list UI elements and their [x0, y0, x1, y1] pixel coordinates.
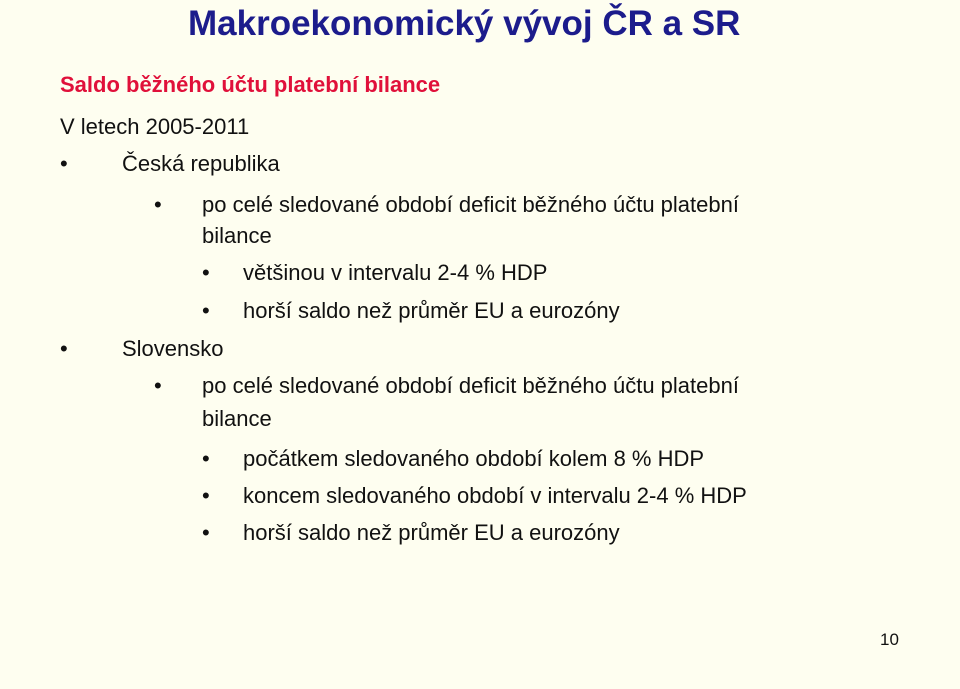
- sk-sub1: počátkem sledovaného období kolem 8 % HDP: [243, 446, 705, 471]
- sk-sub3: horší saldo než průměr EU a eurozóny: [243, 520, 620, 545]
- bullet-level3: •: [202, 483, 210, 508]
- bullet-level3: •: [202, 520, 210, 545]
- bullet-level3: •: [202, 260, 210, 285]
- sk-label: Slovensko: [122, 336, 224, 361]
- slide-subtitle: Saldo běžného účtu platební bilance: [60, 72, 441, 97]
- sk-point1-line2: bilance: [202, 406, 272, 431]
- sk-sub2: koncem sledovaného období v intervalu 2-4 % HDP: [243, 483, 747, 508]
- cz-sub1: většinou v intervalu 2-4 % HDP: [243, 260, 548, 285]
- bullet-level1: •: [60, 336, 68, 361]
- bullet-level3: •: [202, 446, 210, 471]
- cz-point1-line2: bilance: [202, 223, 272, 248]
- period-text: V letech 2005-2011: [60, 114, 250, 139]
- cz-label: Česká republika: [122, 151, 280, 176]
- cz-point1-line1: po celé sledované období deficit běžného účtu platební: [202, 192, 739, 217]
- bullet-level2: •: [154, 373, 162, 398]
- sk-point1-line1: po celé sledované období deficit běžného účtu platební: [202, 373, 739, 398]
- cz-sub2: horší saldo než průměr EU a eurozóny: [243, 298, 620, 323]
- bullet-level3: •: [202, 298, 210, 323]
- bullet-level2: •: [154, 192, 162, 217]
- slide-title: Makroekonomický vývoj ČR a SR: [188, 4, 741, 43]
- page-number: 10: [880, 630, 899, 649]
- bullet-level1: •: [60, 151, 68, 176]
